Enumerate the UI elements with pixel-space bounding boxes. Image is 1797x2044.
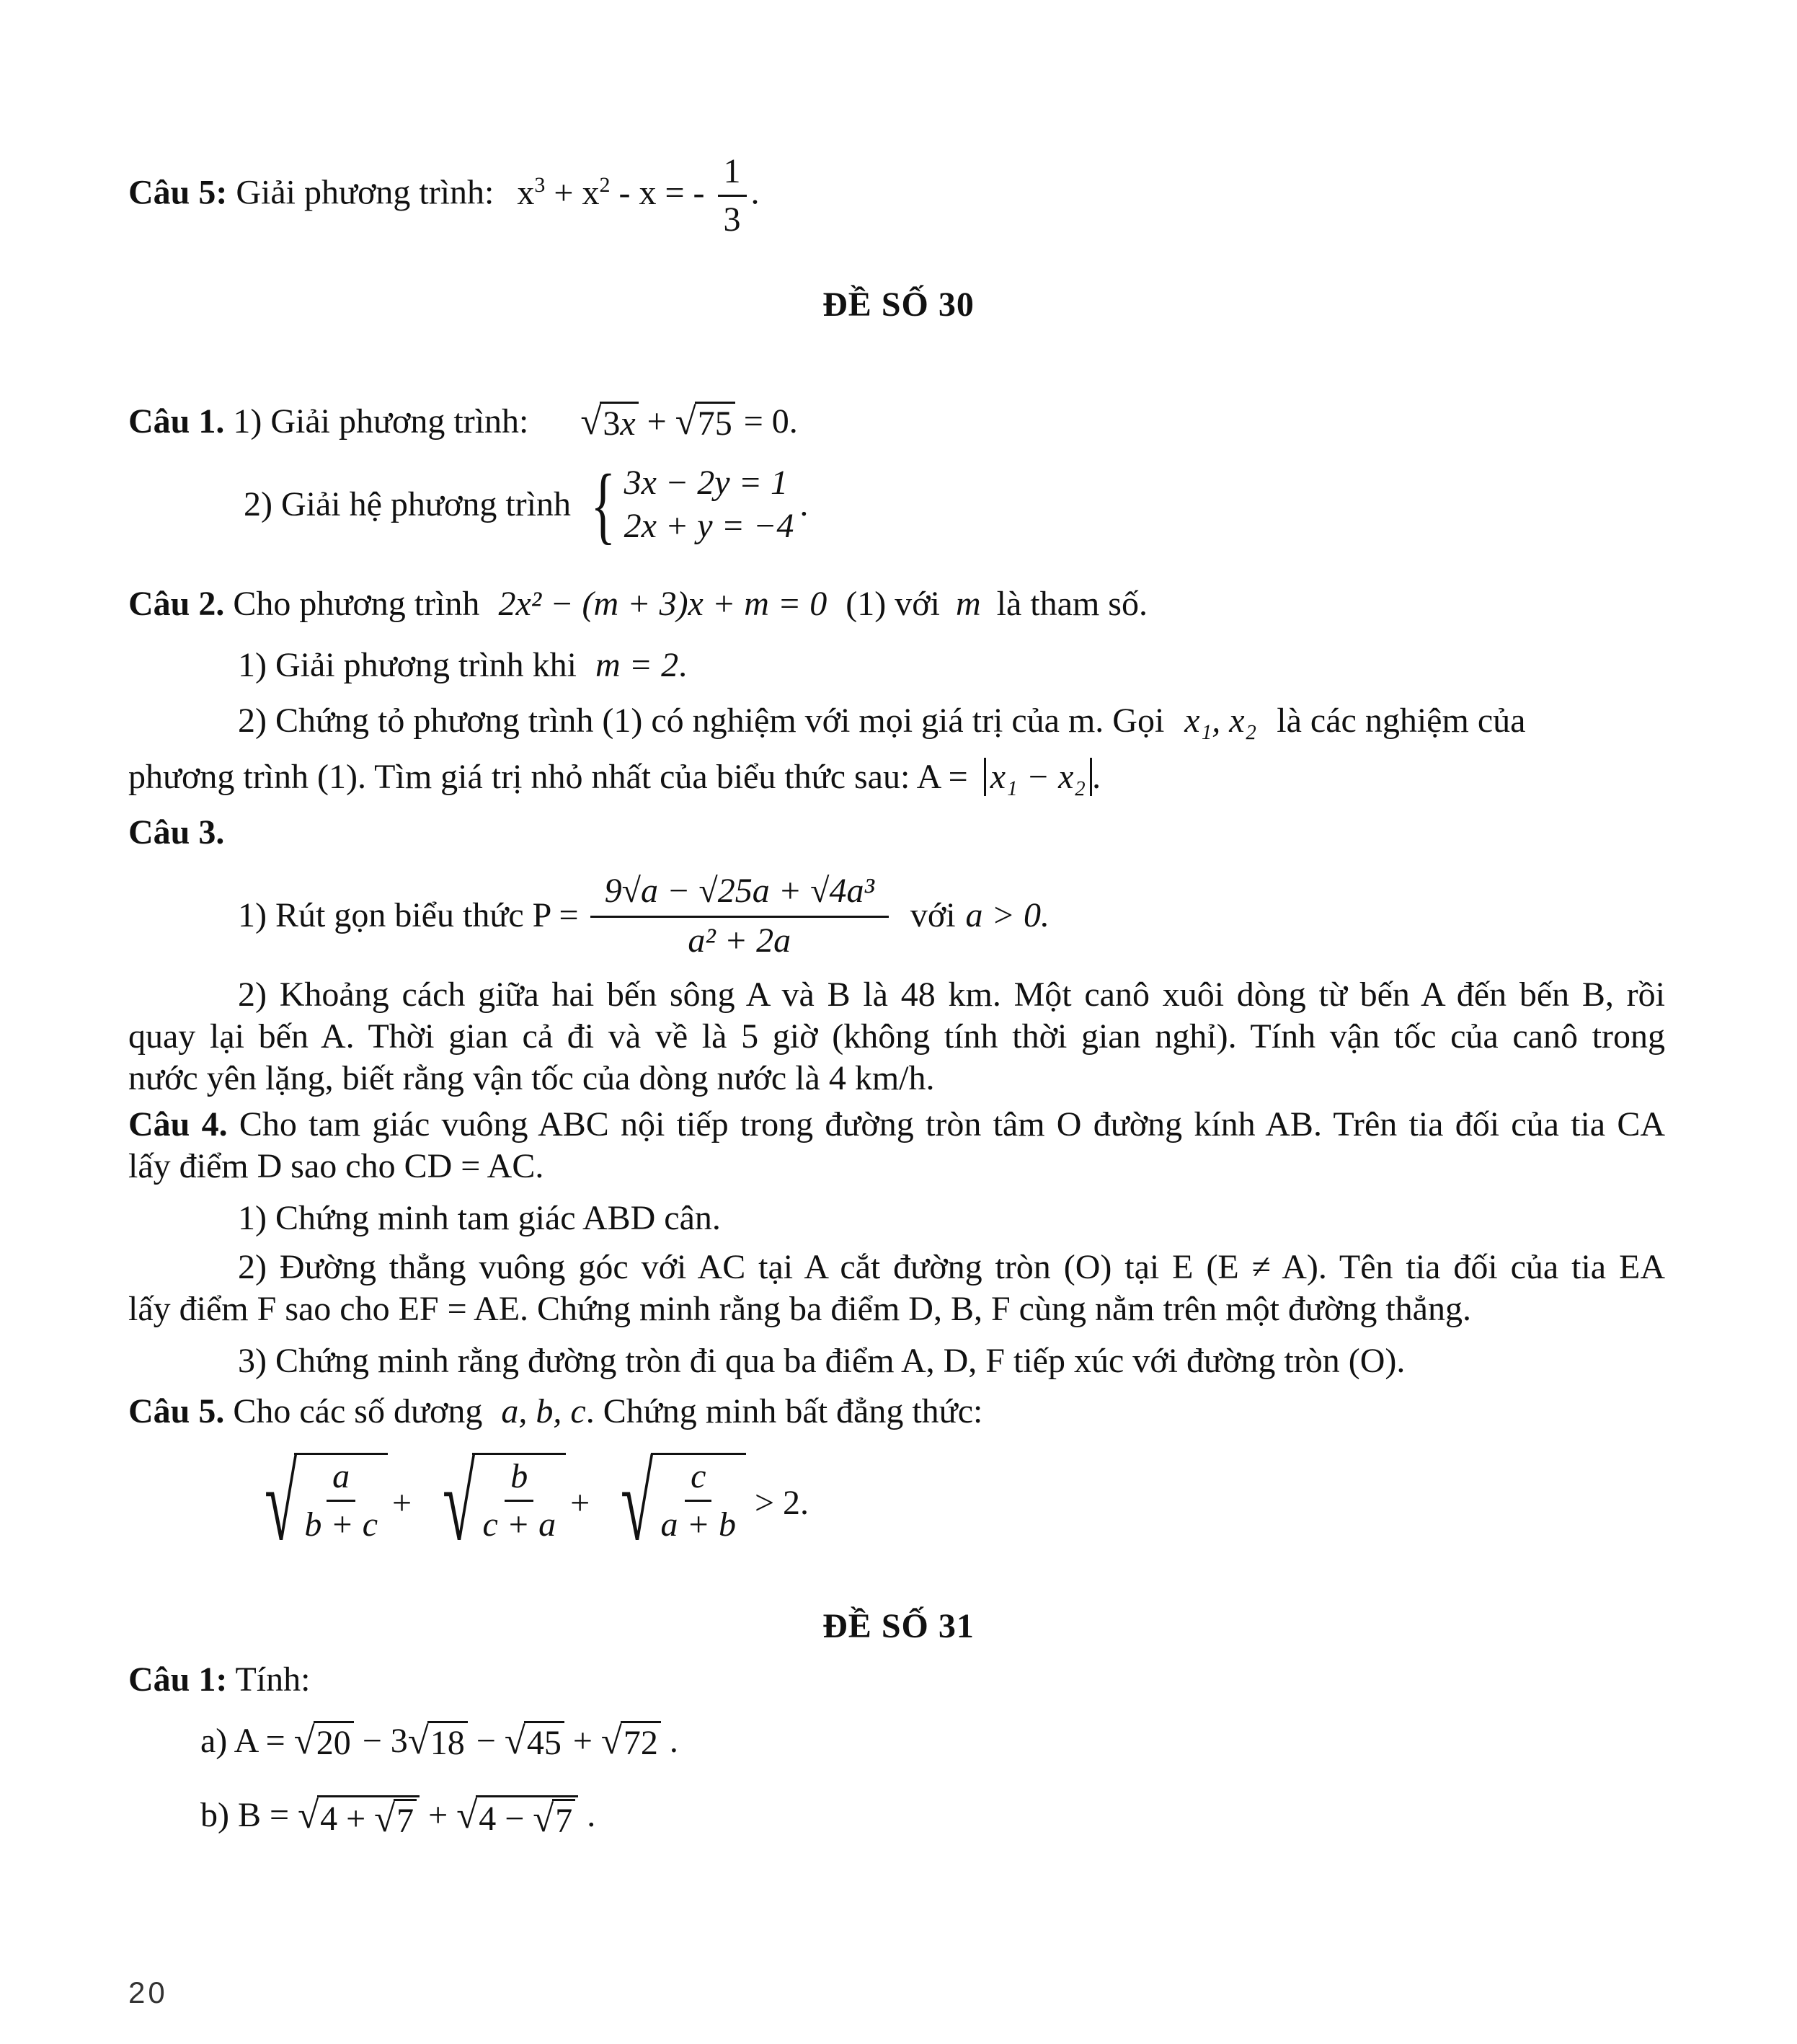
d30-question-2-part-1: 1) Giải phương trình khi m = 2.	[238, 646, 688, 684]
d30-question-3	[128, 811, 224, 854]
prev-question-5: Câu 5: Giải phương trình: $x^3 + x^2 - x$ = - $\frac{1}{3}$ .	[128, 152, 760, 239]
question-label: Câu 3.	[128, 813, 225, 851]
d30-question-4-line-1: Câu 4. Cho tam giác vuông ABC nội tiếp trong đường tròn tâm O đường kính AB. Trên tia đối của tia CA	[128, 1105, 1666, 1143]
d31-question-1: Câu 1: Tính:	[128, 1660, 311, 1699]
d30-question-3-part-1: 1) Rút gọn biểu thức P = $\frac{\text{9√a − √25a + √4a³}}{\text{a² + 2a}}$ với a > 0.	[238, 871, 1050, 960]
section-title-30: ĐỀ SỐ 30	[822, 286, 975, 324]
d30-question-4-part-3: 3) Chứng minh rằng đường tròn đi qua ba điểm A, D, F tiếp xúc với đường tròn (O).	[238, 1342, 1406, 1380]
section-title-31: ĐỀ SỐ 31	[822, 1607, 975, 1645]
d30-question-4-part-2-line-1: 2) Đường thẳng vuông góc với AC tại A cắt đường tròn (O) tại E (E ≠ A). Tên tia đối của tia EA	[238, 1248, 1665, 1286]
fraction: $\frac{1}{3}$	[718, 151, 747, 240]
question-label: Câu 5:	[128, 173, 228, 212]
d30-question-5: Câu 5. Cho các số dương a, b, c. Chứng minh bất đẳng thức:	[128, 1392, 983, 1430]
equation: 2x² − (m + 3)x + m = 0	[498, 585, 827, 623]
d30-question-4-part-1: 1) Chứng minh tam giác ABD cân.	[238, 1199, 721, 1237]
sqrt: √ $\frac{b}{c + a}$	[416, 1453, 566, 1554]
sqrt: √ $\frac{c}{a + b}$	[594, 1453, 746, 1554]
d30-question-1: Câu 1. 1) Giải phương trình: √ 3x + √ 75 = 0.	[128, 401, 798, 443]
equation: √ 3x + √ 75 = 0.	[580, 401, 798, 443]
d30-question-3-part-2-line-3: nước yên lặng, biết rằng vận tốc của dòng nước là 4 km/h.	[128, 1059, 935, 1097]
d30-question-2-part-2: 2) Chứng tỏ phương trình (1) có nghiệm với mọi giá trị của m. Gọi x₁, x₂ là các nghiệm của	[238, 702, 1526, 740]
d30-question-2: Câu 2. Cho phương trình 2x² − (m + 3)x + m = 0 (1) với m là tham số.	[128, 585, 1148, 623]
d30-question-2-part-2-cont: phương trình (1). Tìm giá trị nhỏ nhất của biểu thức sau: A = x₁ − x₂ .	[128, 758, 1101, 796]
d30-question-3-part-2-line-2: quay lại bến A. Thời gian cả đi và về là 5 giờ (không tính thời gian nghỉ). Tính vận tốc của canô trong	[128, 1017, 1665, 1056]
question-label: Câu 1:	[128, 1660, 228, 1699]
equation-system: 3x − 2y = 1 2x + y = −4	[624, 464, 794, 545]
question-label: Câu 5.	[128, 1392, 225, 1430]
d31-question-1-part-a: a) A = √ 20 − 3 √ 18 − √ 45 + √ 72 .	[200, 1720, 678, 1762]
d30-question-1-part-2: 2) Giải hệ phương trình { 3x − 2y = 1 2x + y = −4 .	[244, 456, 809, 552]
d30-question-4-line-2: lấy điểm D sao cho CD = AC.	[128, 1147, 544, 1185]
system-brace: {	[590, 456, 616, 552]
question-label: Câu 2.	[128, 585, 225, 623]
fraction: $\frac{\text{9√a − √25a + √4a³}}{\text{a² + 2a}}$	[590, 871, 889, 961]
question-text: Giải phương trình:	[236, 173, 494, 212]
d30-question-3-part-2-line-1: 2) Khoảng cách giữa hai bến sông A và B là 48 km. Một canô xuôi dòng từ bến A đến bến B, rồi	[238, 975, 1665, 1014]
d31-question-1-part-b: b) B = √ 4 + √ 7 + √ 4 − √ 7 .	[200, 1795, 596, 1840]
equation: $x^3 + x^2 - x$ = -	[517, 172, 705, 212]
sqrt: √ $\frac{a}{b + c}$	[238, 1453, 388, 1554]
question-label: Câu 1.	[128, 402, 225, 441]
question-label: Câu 4.	[128, 1105, 228, 1143]
d30-question-5-inequality: √ $\frac{a}{b + c}$ + √ $\frac{b}{c + a}$ + √ $\frac{c}{a + b}$ > 2.	[238, 1449, 809, 1557]
d30-question-4-part-2-line-2: lấy điểm F sao cho EF = AE. Chứng minh rằng ba điểm D, B, F cùng nằm trên một đường thẳng.	[128, 1290, 1471, 1328]
page-number: 20	[128, 1976, 168, 2009]
absolute-value: x₁ − x₂	[984, 758, 1092, 796]
